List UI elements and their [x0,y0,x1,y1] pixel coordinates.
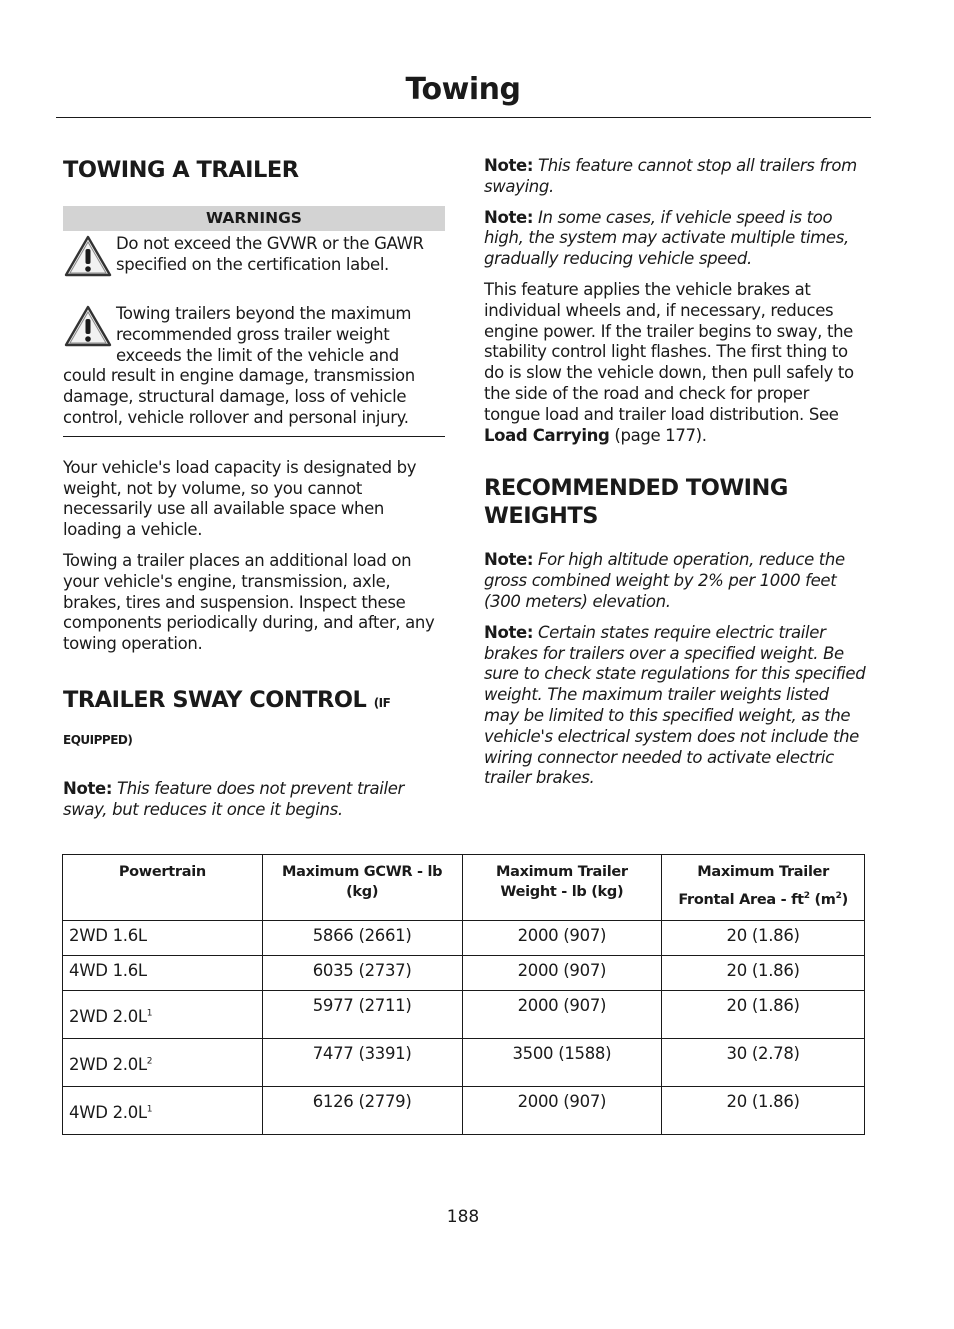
warning-text-gvwr: Do not exceed the GVWR or the GAWR specified on the certification label. [116,234,424,274]
if-equipped-label: (IF EQUIPPED) [63,695,391,747]
cell-trailer-weight: 3500 (1588) [462,1038,662,1086]
feature-paragraph [484,280,866,446]
cell-frontal-area: 20 (1.86) [662,1086,865,1134]
cell-powertrain: 2WD 1.6L [63,920,263,955]
cell-frontal-area: 20 (1.86) [662,920,865,955]
note-vehicle-speed [484,208,866,270]
left-column [63,156,445,831]
cell-gcwr: 7477 (3391) [262,1038,462,1086]
note-label: Note: [63,778,113,798]
warnings-heading: WARNINGS [63,206,445,231]
table-row [63,1086,865,1134]
sway-note [63,779,445,821]
cell-powertrain: 2WD $2.0L^2$ [63,1038,263,1086]
cell-frontal-area: 30 (2.78) [662,1038,865,1086]
cell-trailer-weight: 2000 (907) [462,920,662,955]
header-frontal-line1: Maximum Trailer [697,864,830,880]
warning-item [63,304,445,429]
page-title: Towing [405,72,521,107]
trailer-sway-title: TRAILER SWAY CONTROL [63,686,367,713]
table-header-row [63,855,865,921]
header-frontal-line2: Frontal Area - $ft^2$ $(m^2)$ [678,891,848,908]
page-reference: (page 177). [614,425,707,445]
header-powertrain: Powertrain [63,855,263,921]
warning-text-overload: Towing trailers beyond the maximum recommended gross trailer weight exceeds the limit of the vehicle and could result in engine damage, transmission damage, structural damage, loss of vehicle control, vehicle rollover and personal injury. [63,304,415,427]
cell-powertrain: 4WD $2.0L^1$ [63,1086,263,1134]
cell-trailer-weight: 2000 (907) [462,990,662,1038]
table-row [63,920,865,955]
table-row [63,955,865,990]
cell-frontal-area: 20 (1.86) [662,990,865,1038]
load-carrying-link[interactable]: Load Carrying [484,425,610,445]
cell-gcwr: 5866 (2661) [262,920,462,955]
towing-weights-table [62,854,865,1135]
note-electric-brakes [484,623,866,789]
cell-trailer-weight: 2000 (907) [462,1086,662,1134]
warning-item [63,234,445,296]
note-swaying [484,156,866,198]
warnings-divider [63,436,445,437]
cell-powertrain: 2WD $2.0L^1$ [63,990,263,1038]
header-gcwr: Maximum GCWR - lb (kg) [262,855,462,921]
cell-gcwr: 6035 (2737) [262,955,462,990]
additional-load-paragraph: Towing a trailer places an additional load on your vehicle's engine, transmission, axle, brakes, tires and suspension. Inspect these components periodically during, and after, any towing operation. [63,550,435,654]
cell-frontal-area: 20 (1.86) [662,955,865,990]
note-altitude [484,550,866,612]
note-label: Note: [484,550,534,570]
note-label: Note: [484,622,534,642]
note-text: Certain states require electric trailer brakes for trailers over a specified weight. Be sure to check state regulations for this specified weight. The maximum trailer weights listed may be limited to this specified weight, as the vehicle's electrical system does not include the wiring connector needed to activate electric trailer brakes. [484,622,866,788]
warning-triangle-icon [63,234,113,278]
note-text: In some cases, if vehicle speed is too high, the system may activate multiple times, gradually reducing vehicle speed. [484,207,849,269]
cell-gcwr: 5977 (2711) [262,990,462,1038]
note-text: This feature cannot stop all trailers from swaying. [484,156,857,196]
load-capacity-paragraph: Your vehicle's load capacity is designated by weight, not by volume, so you cannot necessarily use all available space when loading a vehicle. [63,457,417,540]
note-text: For high altitude operation, reduce the gross combined weight by 2% per 1000 feet (300 meters) elevation. [484,550,845,611]
cell-gcwr: 6126 (2779) [262,1086,462,1134]
header-frontal-area [662,855,865,921]
right-column [484,156,866,799]
page-number: 188 [446,1207,480,1227]
towing-trailer-heading: TOWING A TRAILER [63,157,299,183]
warning-triangle-icon [63,304,113,348]
title-divider [56,117,871,118]
header-trailer-weight: Maximum Trailer Weight - lb (kg) [462,855,662,921]
table-row [63,990,865,1038]
recommended-weights-heading: RECOMMENDED TOWING WEIGHTS [484,475,788,530]
note-label: Note: [484,207,534,227]
feature-text: This feature applies the vehicle brakes at individual wheels and, if necessary, reduces engine power. If the trailer begins to sway, the stability control light flashes. The first thing to do is slow the vehicle down, then pull safely to the side of the road and check for proper tongue load and trailer load distribution. See [484,279,854,424]
cell-trailer-weight: 2000 (907) [462,955,662,990]
trailer-sway-heading [63,683,445,757]
cell-powertrain: 4WD 1.6L [63,955,263,990]
table-row [63,1038,865,1086]
note-text: This feature does not prevent trailer sway, but reduces it once it begins. [63,778,404,819]
note-label: Note: [484,156,534,175]
